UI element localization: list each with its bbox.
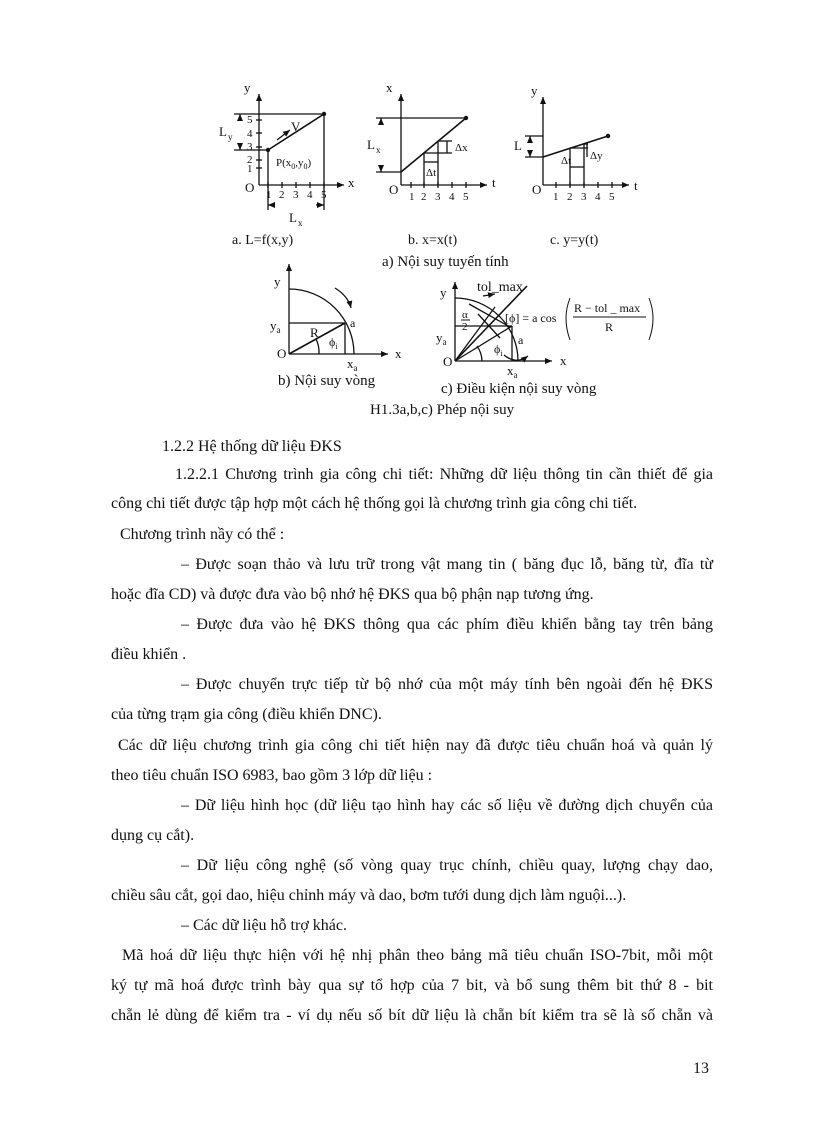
panel-c-point-end [606,134,610,138]
section-heading: 1.2.2 Hệ thống dữ liệu ĐKS [162,438,342,455]
panel-a-xtick-5: 5 [321,189,327,201]
bullet4-line2: dụng cụ cắt). [111,827,195,844]
circular-1-x-label: x [395,346,402,361]
circular-1-caption: b) Nội suy vòng [278,373,376,389]
panel-c-l-label: L [514,138,522,153]
panel-b-caption: b. x=x(t) [408,233,458,248]
circular-2-two-label: 2 [462,321,468,333]
panel-b-tick-1: 1 [409,191,415,203]
panel-a-xtick-3: 3 [293,189,299,201]
formula-denominator: R [605,320,614,334]
panel-a-lx-label: L [289,210,297,225]
panel-b-t-label: t [492,175,496,190]
panel-c-caption: c. y=y(t) [550,233,599,248]
circular-2-ya-label: $y_a$ [436,330,447,347]
para4-line1: Mã hoá dữ liệu thực hiện với hệ nhị phân theo bảng mã tiêu chuẩn ISO-7bit, mỗi một [122,947,713,964]
circular-2-a-label: a [518,333,524,347]
circular-1-r-label: R [310,325,319,340]
panel-c-graph [525,97,629,188]
bullet1-line2: hoặc đĩa CD) và được đưa vào bộ nhớ hệ ĐKS qua bộ phận nạp tương ứng. [111,586,594,603]
panel-c-tick-2: 2 [567,191,573,203]
page-number: 13 [693,1060,709,1077]
panel-a-ly-sub: y [228,132,233,142]
panel-b-tick-4: 4 [449,191,455,203]
panel-b-dt-label: Δt [426,167,437,179]
circular-2-phi-label: $\phi_i$ [494,342,503,358]
bullet1-line1: – Được soạn thảo và lưu trữ trong vật mang tin ( băng đục lỗ, băng từ, đĩa từ [181,556,713,573]
circular-1-ya-label: $y_a$ [270,318,281,335]
bullet6: – Các dữ liệu hỗ trợ khác. [181,917,347,934]
panel-a-lx-sub: x [298,218,303,228]
para3-line2: theo tiêu chuẩn ISO 6983, bao gồm 3 lớp dữ liệu : [111,767,433,784]
bullet5-line1: – Dữ liệu công nghệ (số vòng quay trục chính, chiều quay, lượng chạy dao, [181,857,713,874]
panel-c-tick-1: 1 [553,191,559,203]
panel-a-ytick-5: 5 [247,114,253,126]
panel-a-origin: O [245,180,255,195]
panel-a-xtick-4: 4 [307,189,313,201]
para3-line1: Các dữ liệu chương trình gia công chi tiết hiện nay đã được tiêu chuẩn hoá và quản lý [118,737,713,754]
panel-c-tick-5: 5 [609,191,615,203]
panel-c-t-label: t [634,178,638,193]
panel-c-dy-label: Δy [590,150,603,162]
bullet3-line1: – Được chuyển trực tiếp từ bộ nhớ của một máy tính bên ngoài đến hệ ĐKS [181,676,713,693]
circular-1-y-label: y [274,274,281,289]
circular-2-alpha-label: α [462,309,468,321]
bullet5-line2: chiều sâu cắt, gọi dao, hiệu chỉnh máy và dao, bơm tưới dung dịch làm nguội...). [111,887,627,904]
panel-a-ytick-2: 2 [247,154,253,166]
bullet2-line2: điều khiển . [111,646,187,663]
para2: Chương trình nầy có thể : [120,526,285,543]
circular-2-y-label: y [440,285,447,300]
bullet2-line1: – Được đưa vào hệ ĐKS thông qua các phím điều khiển bằng tay trên bảng [181,616,713,633]
panel-b-lx-sub: x [376,145,381,155]
panel-b-tick-2: 2 [421,191,427,203]
bullet3-line2: của từng trạm gia công (điều khiển DNC). [111,706,382,723]
para1-line1: 1.2.2.1 Chương trình gia công chi tiết: Những dữ liệu thông tin cần thiết để gia [175,466,713,483]
panel-a-ly-label: L [219,124,227,139]
circular-2-caption: c) Điều kiện nội suy vòng [441,381,597,397]
panel-c-y-label: y [531,83,538,98]
panel-c-origin: O [532,182,542,197]
circular-1-graph [289,264,388,354]
figure-caption: H1.3a,b,c) Phép nội suy [370,402,515,418]
interpolation-figure [0,0,816,430]
panel-a-ytick-1: 1 [247,163,253,175]
formula-numerator: R − tol _ max [574,301,641,315]
panel-c-tick-3: 3 [581,191,587,203]
circular-1-origin: O [277,346,287,361]
panel-a-point-start [266,148,270,152]
panel-b-lx-label: L [367,137,375,152]
panel-a-y-label: y [244,80,251,95]
panel-b-dx-label: Δx [455,142,468,154]
para1-line2: công chi tiết được tập hợp một cách hệ thống gọi là chương trình gia công chi tiết. [111,495,638,512]
panel-a-point-end [322,112,326,116]
circular-1-xa-label: $x_a$ [347,356,358,373]
circular-1-phi-label: $\phi_i$ [329,335,338,351]
panel-a-xtick-2: 2 [279,189,285,201]
panel-a-ytick-3: 3 [247,141,253,153]
formula-lhs: [ϕ] = a cos [505,311,557,325]
circular-2-xa-label: $x_a$ [507,363,518,380]
circular-1-a-label: a [350,316,356,330]
para4-line3: chẵn lẻ dùng để kiểm tra - ví dụ nếu số bít dữ liệu là chẵn bít kiểm tra sẽ là số chẵn và [111,1007,713,1024]
panel-c-tick-4: 4 [595,191,601,203]
panel-b-tick-3: 3 [435,191,441,203]
formula-right-paren [649,298,653,340]
para4-line2: ký tự mã hoá được trình bày qua sự tổ hợp của 7 bit, và bổ sung thêm bit thứ 8 - bit [111,977,713,994]
panel-a-x-label: x [348,175,355,190]
circular-2-x-label: x [560,353,567,368]
linear-interpolation-caption: a) Nội suy tuyến tính [382,254,509,270]
panel-a-caption: a. L=f(x,y) [232,233,294,248]
panel-b-origin: O [389,182,399,197]
panel-b-x-label: x [386,80,393,95]
panel-a-v-label: V [291,119,301,134]
formula-left-paren [566,298,570,340]
bullet4-line1: – Dữ liệu hình học (dữ liệu tạo hình hay các số liệu về đường dịch chuyển của [181,797,713,814]
circular-2-tol-label: tol_max [477,280,523,295]
panel-a-p-label: $P(x_0,y_0)$ [276,157,312,171]
panel-c-dt-label: Δt [561,155,572,167]
panel-a-ytick-4: 4 [247,128,253,140]
panel-b-point-end [464,116,468,120]
panel-b-tick-5: 5 [463,191,469,203]
panel-a-xtick-1: 1 [266,189,272,201]
circular-2-origin: O [443,354,453,369]
